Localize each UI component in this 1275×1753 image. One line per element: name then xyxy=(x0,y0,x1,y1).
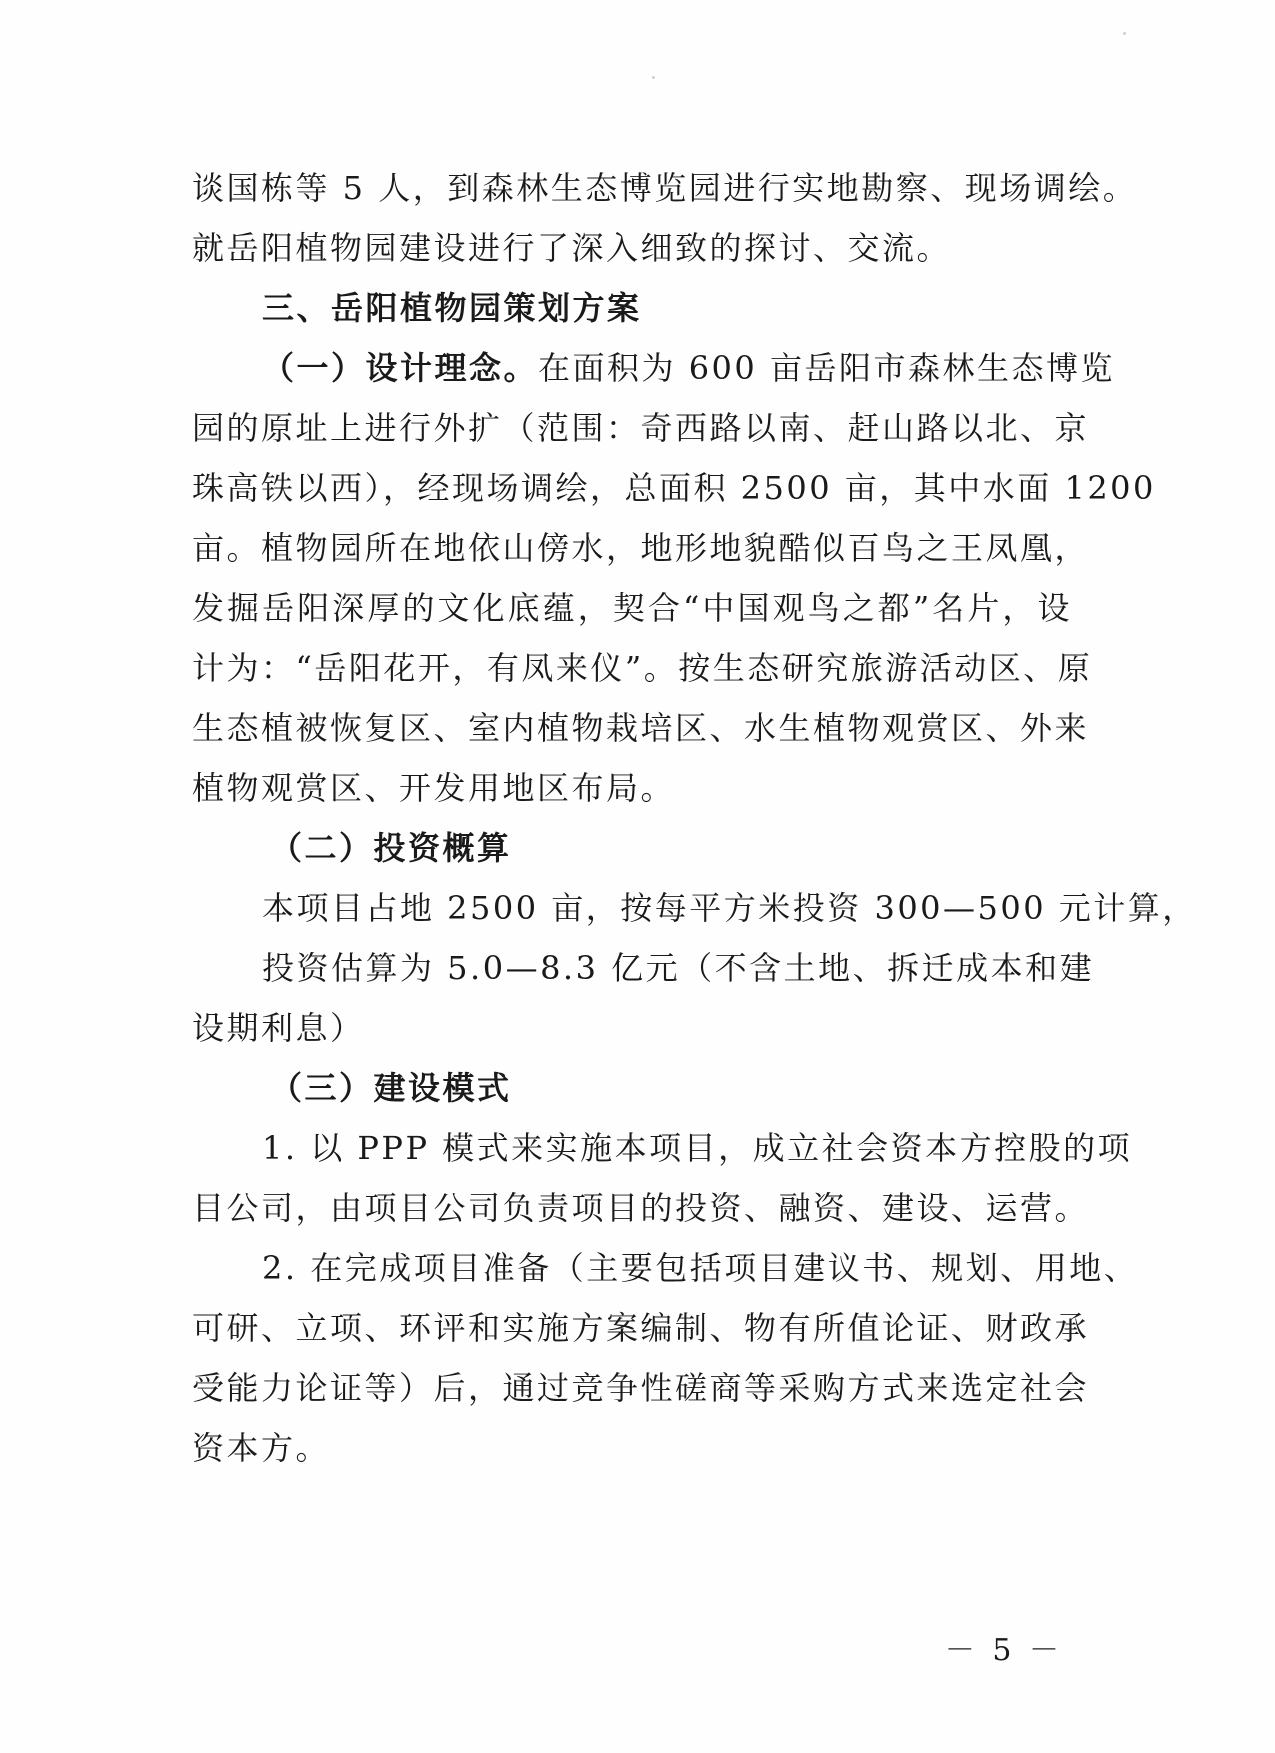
section-heading: 三、岳阳植物园策划方案 xyxy=(262,289,642,327)
construction-item-2-line-2: 可研、立项、环评和实施方案编制、物有所值论证、财政承 xyxy=(192,1309,1090,1347)
design-concept-line-6: 计为：“岳阳花开，有凤来仪”。按生态研究旅游活动区、原 xyxy=(192,649,1093,687)
investment-heading: （二）投资概算 xyxy=(270,829,512,867)
design-concept-label: （一）设计理念。 xyxy=(262,349,539,387)
construction-item-2-line-4: 资本方。 xyxy=(192,1429,331,1467)
scan-speck xyxy=(1123,32,1126,35)
construction-item-1-line-2: 目公司，由项目公司负责项目的投资、融资、建设、运营。 xyxy=(192,1189,1090,1227)
design-concept-line-5: 发掘岳阳深厚的文化底蕴，契合“中国观鸟之都”名片，设 xyxy=(192,589,1072,627)
scan-speck xyxy=(652,76,655,79)
design-concept-line-3: 珠高铁以西），经现场调绘，总面积 2500 亩，其中水面 1200 xyxy=(192,469,1156,507)
investment-line-1: 本项目占地 2500 亩，按每平方米投资 300—500 元计算， xyxy=(262,889,1197,927)
design-concept-line-4: 亩。植物园所在地依山傍水，地形地貌酷似百鸟之王凤凰， xyxy=(192,529,1090,567)
document-body xyxy=(192,158,1197,1478)
intro-line-1: 谈国栋等 5 人，到森林生态博览园进行实地勘察、现场调绘。 xyxy=(192,169,1138,207)
design-concept-line-1-text: 在面积为 600 亩岳阳市森林生态博览 xyxy=(538,349,1115,387)
construction-item-2-line-3: 受能力论证等）后，通过竞争性磋商等采购方式来选定社会 xyxy=(192,1369,1090,1407)
design-concept-line-2: 园的原址上进行外扩（范围：奇西路以南、赶山路以北、京 xyxy=(192,409,1090,447)
page-number: － 5 － xyxy=(944,1633,1063,1668)
investment-line-3: 设期利息） xyxy=(192,1009,365,1047)
construction-item-2-line-1: 2. 在完成项目准备（主要包括项目建议书、规划、用地、 xyxy=(262,1249,1139,1287)
design-concept-line-1 xyxy=(192,338,1115,398)
intro-line-2: 就岳阳植物园建设进行了深入细致的探讨、交流。 xyxy=(192,229,952,267)
design-concept-line-7: 生态植被恢复区、室内植物栽培区、水生植物观赏区、外来 xyxy=(192,709,1090,747)
construction-mode-heading: （三）建设模式 xyxy=(270,1069,512,1107)
construction-item-1-line-1: 1. 以 PPP 模式来实施本项目，成立社会资本方控股的项 xyxy=(262,1129,1133,1167)
investment-line-2: 投资估算为 5.0—8.3 亿元（不含土地、拆迁成本和建 xyxy=(262,949,1095,987)
design-concept-line-8: 植物观赏区、开发用地区布局。 xyxy=(192,769,676,807)
